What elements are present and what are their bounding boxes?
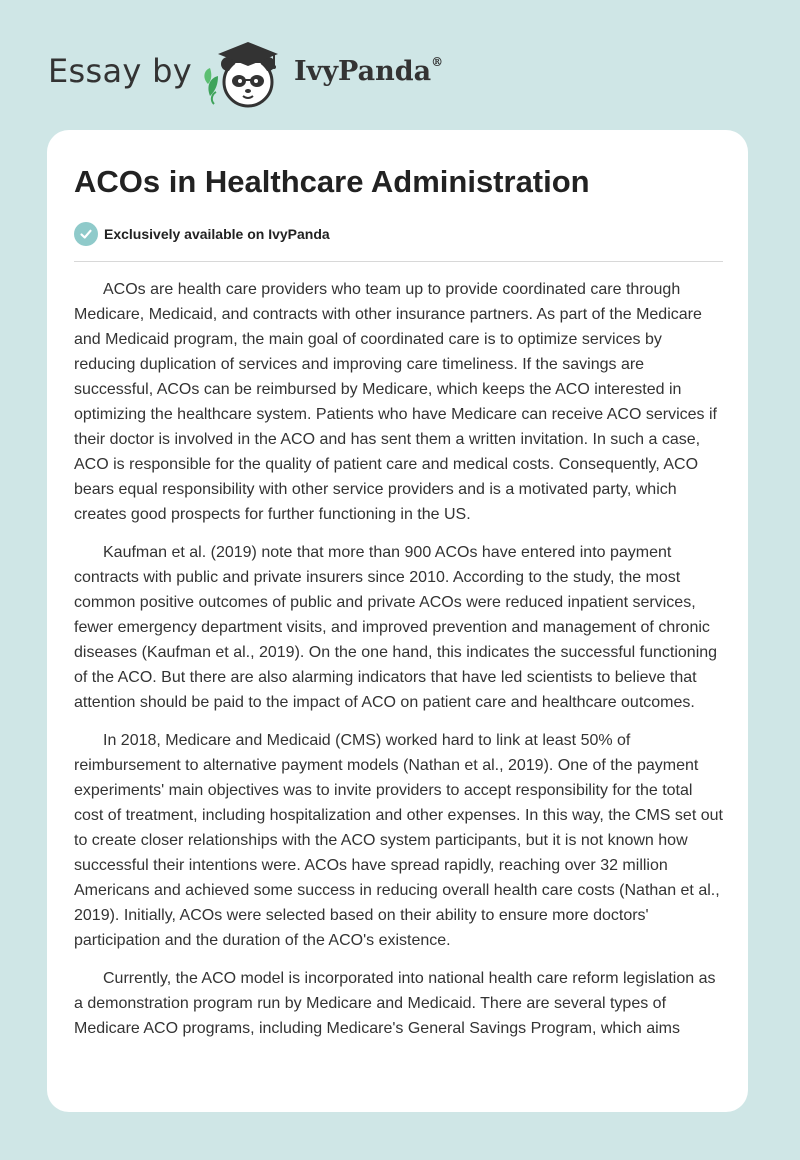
title-divider [74,261,723,262]
essay-body [74,277,724,1054]
ivypanda-logo[interactable] [200,34,296,110]
check-circle-icon [74,222,98,246]
paragraph: In 2018, Medicare and Medicaid (CMS) worked hard to link at least 50% of reimbursement to alternative payment models (Nathan et al., 2019). One of the payment experiments' main objectives was to invite providers to accept responsibility for the total cost of treatment, including hospitalization and other expenses. In this way, the CMS set out to create closer relationships with the ACO system participants, but it is not known how successful their intentions were. ACOs have spread rapidly, reaching over 32 million Americans and achieved some success in reducing overall health care costs (Nathan et al., 2019). Initially, ACOs were selected based on their ability to ensure more doctors' participation and the duration of the ACO's existence. [74,732,723,949]
exclusive-badge-label: Exclusively available on IvyPanda [104,226,330,242]
registered-mark: ® [431,55,444,69]
ivypanda-wordmark: IvyPanda® [294,55,444,87]
paragraph: Currently, the ACO model is incorporated into national health care reform legislation as a demonstration program run by Medicare and Medicaid. There are several types of Medicare ACO programs, including Medicare's General Savings Program, which aims [74,970,716,1037]
paragraph: Kaufman et al. (2019) note that more than 900 ACOs have entered into payment contracts with public and private insurers since 2010. According to the study, the most common positive outcomes of public and private ACOs were reduced inpatient services, fewer emergency department visits, and improved prevention and management of chronic diseases (Kaufman et al., 2019). On the one hand, this indicates the successful functioning of the ACO. But there are also alarming indicators that have led scientists to believe that attention should be paid to the impact of ACO on patient care and healthcare outcomes. [74,544,718,711]
paragraph: ACOs are health care providers who team up to provide coordinated care through Medicare, Medicaid, and contracts with other insurance partners. As part of the Medicare and Medicaid program, the main goal of coordinated care is to optimize services by reducing duplication of services and improving care timeliness. If the savings are successful, ACOs can be reimbursed by Medicare, which keeps the ACO interested in optimizing the healthcare system. Patients who have Medicare can receive ACO services if their doctor is involved in the ACO and has sent them a written invitation. In such a case, ACO is responsible for the quality of patient care and medical costs. Consequently, ACO bears equal responsibility with other service providers and is a motivated party, which creates good prospects for further functioning in the US. [74,281,717,523]
page-title: ACOs in Healthcare Administration [74,164,590,199]
essay-card [47,130,748,1112]
essay-by-label: Essay by [48,52,192,90]
panda-graduate-icon [200,34,296,110]
exclusive-badge [74,222,330,246]
site-header [48,34,748,110]
